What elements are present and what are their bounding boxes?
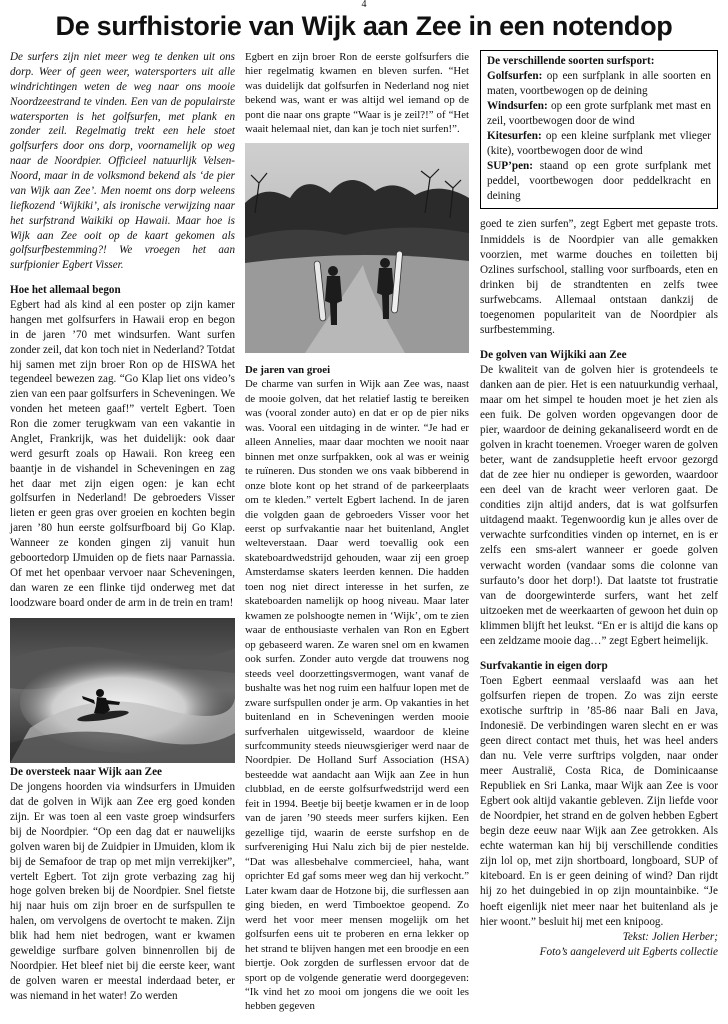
box-item-golfsurfen: Golfsurfen: op een surfplank in alle soorten en maten, voortbewogen op de deining	[487, 70, 711, 98]
intro-paragraph: De surfers zijn niet meer weg te denken uit ons dorp. Weer of geen weer, watersporters uit alle windrichtingen weten de weg naar ons mooie Noordzeestrand te vinden. Een van de populairste watersporten is het golfsurfen, met plank en zonder zeil. Regelmatig trekt een hele stoet golfsurfers door ons dorp, voornamelijk op weg naar de Noordpier. Officieel natuurlijk Velsen-Noord, maar in de volksmond bekend als ‘de pier van Wijk aan Zee’. Men noemt ons dorp weleens liefkozend ‘Wijkiki’, als ironische verwijzing naar het surfstrand Waikiki op Hawaii. Maar hoe is Wijk aan Zee ooit op de kaart gekomen als golfsurfbestemming?! We vroegen het aan surfpionier Egbert Visser.	[10, 51, 235, 272]
section-body-oversteek: De jongens hoorden via windsurfers in IJmuiden dat de golven in Wijk aan Zee erg goed konden zijn. Er was toen al een vaste groep windsurfers bij de Noordpier. “Op een dag dat er nauwelijks golven waren bij de Zuidpier in IJmuiden, klom ik bij de Semafoor de trap op met mijn verrekijker”, vertelt Egbert. Tot zijn grote verbazing zag hij hoge golven breken bij de Noordpier. Snel fietste hij naar huis om zijn broer en de surfspullen te halen, om vervolgens de overtocht te maken. Zijn blik had hem niet bedrogen, want er kwamen geweldige surfbare golven binnenrollen bij de Noordpier. Het bleef niet bij die eerste keer, want de golven waren er meestal inderdaad beter, er was niemand in het water! Zo werden	[10, 781, 235, 1002]
surfer-wave-image	[10, 618, 235, 763]
section-heading-groei: De jaren van groei	[245, 363, 331, 376]
box-item-kitesurfen: Kitesurfen: op een kleine surfplank met vlieger (kite), voortbewogen door de wind	[487, 130, 711, 158]
section-heading-vakantie: Surfvakantie in eigen dorp	[480, 659, 608, 672]
column-2	[245, 50, 469, 1014]
walking-surfers-photo	[245, 143, 469, 353]
section-heading-oversteek: De oversteek naar Wijk aan Zee	[10, 766, 162, 779]
box-item-windsurfen: Windsurfen: op een grote surfplank met mast en zeil, voortbewogen door de wind	[487, 100, 711, 128]
section-heading-golven: De golven van Wijkiki aan Zee	[480, 348, 627, 361]
column-2-continuation: Egbert en zijn broer Ron de eerste golfsurfers die hier regelmatig kwamen en bleven surfen. “Het was duidelijk dat golfsurfen in Nederland nog niet bekend was, want er was altijd wel iemand op de pont die naar ons grapte “Waar is je zeil?!” of “Het waait helemaal niet, dan kan je toch niet surfen!”.	[245, 51, 469, 136]
section-body-groei: De charme van surfen in Wijk aan Zee was, naast de mooie golven, dat het relatief lastig te bereiken was (vooral zonder auto) en dat er op de pier niks was. Vooral een uitdaging in de winter. “Je had er alleen Annelies, maar daar mochten we nooit naar binnen met onze surfpakken, ook al was er weinig te ruïneren. Dus stonden we ons vaak bibberend in onze blote kont op het strand of de parkeerplaats om te kleden.” vertelt Egbert lachend. In de jaren die volgden gaan de gebroeders Visser voor het eerst op surfvakantie naar het buitenland, Anglet welteverstaan. Daar werd toevallig ook een skateboardwedstrijd gehouden, waar zij een groep Amsterdamse skaters leerden kennen. Die hadden toen nog niet direct interesse in het surfen, ze skateboarden namelijk op hoog niveau. Maar later kwamen ze polshoogte nemen in ‘Wijk’, om te zien waar de enthousiaste verhalen van Ron en Egbert op gebaseerd waren. Ze waren snel om en kwamen ook surfen. Zonder auto vergde dat trouwens nog steeds veel doorzettingsvermogen, want vanaf de bushalte was het nog ruim een halfuur lopen met de zware surfspullen onder je arm. Op vakanties in het buitenland en in Scheveningen werden mooie surfverhalen uitgewisseld, waardoor de kleine surfcommunity steeds nieuwsgieriger werd naar de Noordpier. De Holland Surf Association (HSA) besteedde wat aandacht aan Wijk aan Zee in hun clubblad, en de eerste golfsurfwedstrijd werd een feit in 1994. Beetje bij beetje kwamen er in de loop van de jaren ’90 steeds meer surfers kijken. Een gezellige tijd, waarin de eerste surfshop en de surfvereniging Hui Nalu zich bij de pier nestelde. “Dat was allesbehalve commercieel, haha, want oprichter Ed gaf soms meer weg dan hij verkocht.” Later kwam daar de Hotzone bij, die surflessen aan ging bieden, en werd Timboektoe geopend. Zo werd het voor meer mensen mogelijk om het golfsurfen eens uit te proberen en erna lekker op het strand te blijven hangen met een broodje en een biertje. Ook zorgden de surflessen ervoor dat de sport op de volgende generatie werd doorgegeven: “Ik vind het zo mooi om jongens die we ooit les hebben gegeven	[245, 378, 469, 1013]
surfer-wave-photo	[10, 618, 235, 763]
credits-photos: Foto’s aangeleverd uit Egberts collectie	[539, 945, 718, 958]
box-item-suppen: SUP’pen: staand op een grote surfplank met peddel, voortbewogen door peddelkracht en deining	[487, 160, 711, 203]
column-3-continuation: goed te zien surfen”, zegt Egbert met gepaste trots. Inmiddels is de Noordpier van alle gemakken voorzien, met warme douches en toiletten bij Ozlines surfschool, stalling voor surfboards, eten en drinken bij de strandtenten en zelfs twee surfwebcams. Allemaal ontstaan dankzij de toegenomen populariteit van de Noordpier als surfbestemming.	[480, 218, 718, 336]
section-body-vakantie: Toen Egbert eenmaal verslaafd was aan het golfsurfen riepen de tropen. Zo was zijn eerste exotische surftrip in ’85-86 naar Bali en Java, Indonesië. De verbindingen waren slecht en er was geen direct contact met thuis, het was heel anders dan nu. Vele verre surftrips volgden, naar onder meer Australië, Costa Rica, de Dominicaanse Republiek en Sri Lanka, maar Wijk aan Zee is voor Egbert ook altijd vakantie gebleven. Zijn liefde voor de Noordpier, het strand en de golven hebben Egbert begin deze eeuw naar Wijk aan Zee getrokken. Als echte waterman kan hij bij verschillende condities zijn lol op, met zijn shortboard, longboard, SUP of kiteboard. En is er geen deining of wind? Dan rijdt hij zo het duingebied in op zijn mountainbike. “Je hoeft eigenlijk niet meer naar het buitenland als je hier woont.” besluit hij met een knipoog.	[480, 674, 718, 928]
box-title: De verschillende soorten surfsport:	[487, 55, 655, 67]
column-1	[10, 50, 235, 1003]
section-body-golven: De kwaliteit van de golven hier is grotendeels te danken aan de pier. Het is een natuurkundig verhaal, maar om het simpel te houden moet je het zien als een fuik. De golven worden opgevangen door de pier, waardoor de deining gekanaliseerd wordt en de golven in kracht toenemen. Vroeger waren de golven beter, want de zandsuppletie heeft ervoor gezorgd dat de zee hier nu ondieper is geworden, waardoor een deel van de kracht weer verloren gaat. De condities zijn altijd anders, dat is wat golfsurfen uitdagend maakt. Tegenwoordig kun je alles over de verwachte surfcondities vinden op internet, en is er zelfs een sms-alert wanneer er goede golven verwacht worden (vandaar soms die colonne van surfauto’s door het dorp!). Dat laatste tot frustratie van de doorgewinterde surfers, want het zelf uitzoeken met de weerkaarten of gewoon het duin op klimmen blijft het leukst. “En er is altijd die kans op een zeldzame mooie dag…” zegt Egbert heimelijk.	[480, 363, 718, 647]
walking-surfers-image	[245, 143, 469, 353]
page-number: 4	[361, 0, 367, 10]
surfsport-types-box	[480, 50, 718, 209]
credits-text: Tekst: Jolien Herber;	[622, 930, 718, 943]
article-headline: De surfhistorie van Wijk aan Zee in een notendop	[55, 11, 673, 41]
section-heading-begin: Hoe het allemaal begon	[10, 284, 121, 297]
section-body-begin: Egbert had als kind al een poster op zijn kamer hangen met golfsurfers in Hawaii erop en begon in de jaren ’70 met windsurfen. Want surfen zonder zeil, dat kon toch niet in Nederland? Totdat hij samen met zijn broer Ron op de HISWA het tegendeel bewezen zag. “Go Klap liet ons video’s zien van een paar golfsurfers in Scheveningen. We vonden het meteen gaaf!” vertelt Egbert. Toen Ron die zomer terugkwam van een vakantie in Anglet, Frankrijk, was het duidelijk: ook daar werd gesurft zoals op Hawaii. Ron kreeg een baantje in de vishandel in Scheveningen en zag het daar met zijn eigen ogen: je kan echt golfsurfen in Nederland! De gebroeders Visser lieten er geen gras over groeien en kochten begin jaren ’80 hun eerste golfsurfboard bij Go Klap. Wanneer ze konden gingen zij vanuit hun geboortedorp IJmuiden op de fiets naar Parnassia. Of met het openbaar vervoer naar Scheveningen, dan waren ze een flinke tijd onderweg met dat loodzware board onder de arm in de trein en tram!	[10, 299, 235, 609]
column-3	[480, 50, 718, 960]
